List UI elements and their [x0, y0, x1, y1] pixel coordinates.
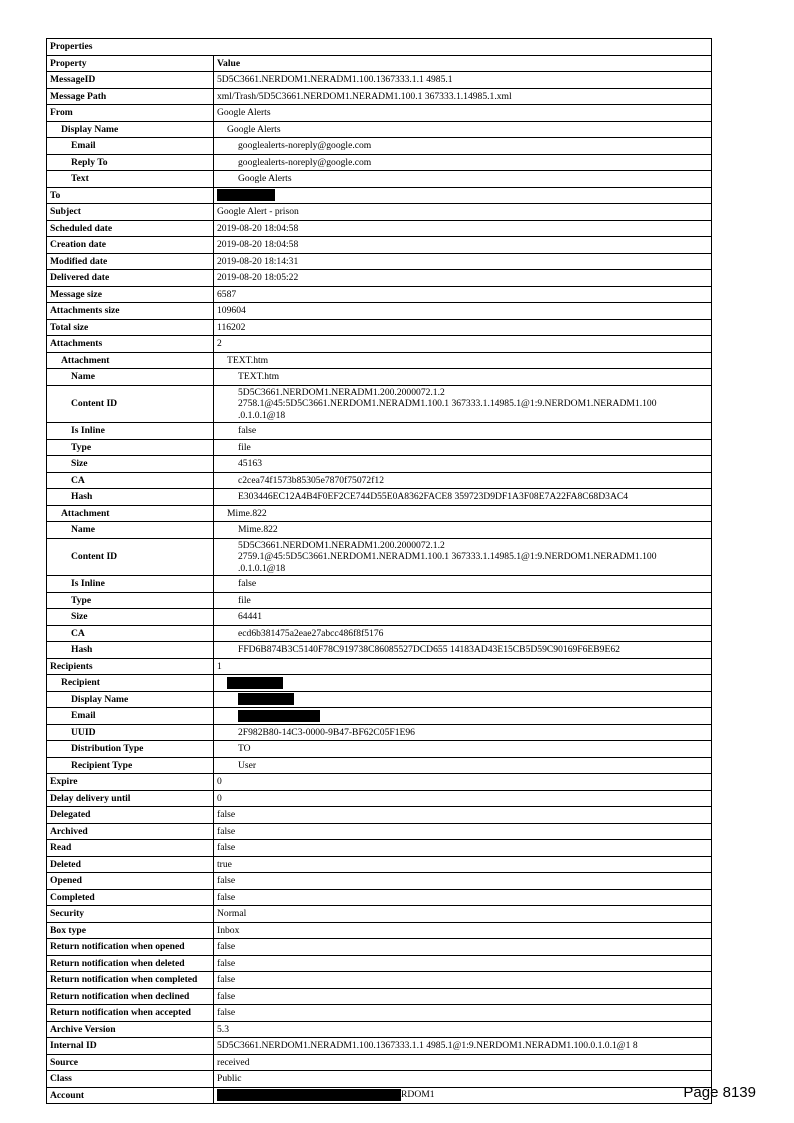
property-name: From — [47, 105, 214, 122]
table-row — [47, 625, 712, 642]
property-value — [214, 1021, 712, 1038]
header-property: Property — [47, 55, 214, 72]
table-row — [47, 286, 712, 303]
property-name: Is Inline — [47, 423, 214, 440]
property-name: Opened — [47, 873, 214, 890]
value-text: false — [217, 990, 236, 1002]
value-text: false — [217, 842, 236, 853]
property-value — [214, 840, 712, 857]
property-name: CA — [47, 625, 214, 642]
value-text: Inbox — [217, 924, 240, 936]
property-name: CA — [47, 472, 214, 489]
value-text: Google Alert - prison — [217, 206, 299, 217]
table-row — [47, 456, 712, 473]
table-row — [47, 856, 712, 873]
value-text: 1 — [217, 660, 222, 672]
value-text: 0 — [217, 776, 222, 787]
property-value — [214, 538, 712, 576]
table-row — [47, 823, 712, 840]
property-name: Return notification when declined — [47, 988, 214, 1005]
property-value — [214, 675, 712, 692]
property-value — [214, 823, 712, 840]
value-text: 6587 — [217, 288, 237, 300]
table-row — [47, 972, 712, 989]
property-value — [214, 741, 712, 758]
table-row — [47, 154, 712, 171]
table-row — [47, 1071, 712, 1088]
property-name: Hash — [47, 489, 214, 506]
property-name: Total size — [47, 319, 214, 336]
value-text: TEXT.htm — [227, 354, 269, 366]
property-value — [214, 889, 712, 906]
property-value — [214, 237, 712, 254]
property-value — [214, 807, 712, 824]
property-value — [214, 625, 712, 642]
property-name: Recipient Type — [47, 757, 214, 774]
redaction-bar — [217, 189, 275, 201]
table-row — [47, 757, 712, 774]
table-row — [47, 522, 712, 539]
table-row — [47, 423, 712, 440]
table-row — [47, 609, 712, 626]
property-value — [214, 939, 712, 956]
property-value — [214, 472, 712, 489]
property-value — [214, 1005, 712, 1022]
property-name: Box type — [47, 922, 214, 939]
property-value — [214, 286, 712, 303]
property-name: Is Inline — [47, 576, 214, 593]
table-row — [47, 576, 712, 593]
table-row — [47, 840, 712, 857]
table-row — [47, 1087, 712, 1104]
value-text: true — [217, 858, 232, 870]
value-text: 2019-08-20 18:05:22 — [217, 272, 299, 283]
value-text: Mime.822 — [238, 524, 278, 535]
property-value — [214, 658, 712, 675]
value-text: file — [238, 594, 251, 606]
value-line: 5D5C3661.NERDOM1.NERADM1.200.2000072.1.2 — [238, 386, 445, 398]
property-name: Internal ID — [47, 1038, 214, 1055]
property-value — [214, 138, 712, 155]
property-name: Read — [47, 840, 214, 857]
value-text: 2019-08-20 18:04:58 — [217, 239, 299, 250]
property-value — [214, 922, 712, 939]
property-value — [214, 856, 712, 873]
value-line: 2758.1@45:5D5C3661.NERDOM1.NERADM1.100.1 367333.1.14985.1@1:9.NERDOM1.NERADM1.100 — [238, 398, 657, 409]
property-name: Type — [47, 592, 214, 609]
value-text: false — [217, 891, 236, 903]
value-text: TO — [238, 743, 251, 754]
property-name: Attachment — [47, 505, 214, 522]
table-row — [47, 873, 712, 890]
table-row — [47, 774, 712, 791]
page-number: Page 8139 — [683, 1084, 756, 1101]
property-value — [214, 790, 712, 807]
property-value — [214, 385, 712, 423]
property-name: Email — [47, 708, 214, 725]
value-text: FFD6B874B3C5140F78C919738C86085527DCD655 14183AD43E15CB5D59C90169F6EB9E62 — [238, 644, 620, 655]
table-title-row — [47, 39, 712, 56]
property-name: Completed — [47, 889, 214, 906]
value-text: 109604 — [217, 305, 246, 316]
redaction-bar — [227, 677, 283, 689]
property-value — [214, 576, 712, 593]
header-value: Value — [214, 55, 712, 72]
value-text: xml/Trash/5D5C3661.NERDOM1.NERADM1.100.1 367333.1.14985.1.xml — [217, 90, 512, 102]
table-row — [47, 303, 712, 320]
property-name: Archive Version — [47, 1021, 214, 1038]
property-name: Name — [47, 522, 214, 539]
property-name: Hash — [47, 642, 214, 659]
value-text: false — [217, 875, 236, 886]
value-text: 2019-08-20 18:04:58 — [217, 222, 299, 234]
property-name: Name — [47, 369, 214, 386]
property-name: Delegated — [47, 807, 214, 824]
property-name: Recipient — [47, 675, 214, 692]
table-row — [47, 1038, 712, 1055]
table-row — [47, 105, 712, 122]
value-text: 0 — [217, 792, 222, 804]
property-name: Class — [47, 1071, 214, 1088]
property-name: Distribution Type — [47, 741, 214, 758]
property-value — [214, 906, 712, 923]
table-row — [47, 336, 712, 353]
property-value — [214, 88, 712, 105]
table-row — [47, 138, 712, 155]
property-value — [214, 972, 712, 989]
redaction-bar — [238, 693, 294, 705]
property-name: Security — [47, 906, 214, 923]
property-value — [214, 303, 712, 320]
table-row — [47, 807, 712, 824]
property-value — [214, 691, 712, 708]
table-row — [47, 642, 712, 659]
value-text: file — [238, 441, 251, 453]
property-value — [214, 72, 712, 89]
property-name: Attachments size — [47, 303, 214, 320]
value-text: Public — [217, 1073, 242, 1084]
property-value — [214, 988, 712, 1005]
property-value — [214, 522, 712, 539]
value-text: Normal — [217, 908, 247, 919]
table-row — [47, 88, 712, 105]
value-line: .0.1.0.1@18 — [238, 562, 286, 574]
value-line: 5D5C3661.NERDOM1.NERADM1.200.2000072.1.2 — [238, 539, 445, 551]
property-value — [214, 609, 712, 626]
property-value — [214, 319, 712, 336]
value-text: false — [217, 974, 236, 985]
value-text: false — [238, 425, 257, 436]
property-name: Email — [47, 138, 214, 155]
table-row — [47, 319, 712, 336]
value-text: 45163 — [238, 458, 262, 469]
value-text: false — [217, 809, 236, 820]
table-row — [47, 253, 712, 270]
property-name: Type — [47, 439, 214, 456]
property-value — [214, 955, 712, 972]
value-text: false — [217, 957, 236, 969]
property-name: Size — [47, 609, 214, 626]
property-name: Return notification when accepted — [47, 1005, 214, 1022]
property-name: Delivered date — [47, 270, 214, 287]
table-row — [47, 369, 712, 386]
table-header-row — [47, 55, 712, 72]
property-name: Modified date — [47, 253, 214, 270]
table-row — [47, 204, 712, 221]
table-row — [47, 439, 712, 456]
property-name: Delay delivery until — [47, 790, 214, 807]
table-row — [47, 489, 712, 506]
value-text: ecd6b381475a2eae27abcc486f8f5176 — [238, 627, 384, 639]
property-value — [214, 592, 712, 609]
table-row — [47, 72, 712, 89]
table-row — [47, 237, 712, 254]
value-text: false — [217, 941, 236, 952]
property-name: UUID — [47, 724, 214, 741]
property-value — [214, 369, 712, 386]
value-text: TEXT.htm — [238, 371, 280, 382]
property-name: Scheduled date — [47, 220, 214, 237]
property-value — [214, 505, 712, 522]
property-name: Size — [47, 456, 214, 473]
table-row — [47, 171, 712, 188]
property-value — [214, 456, 712, 473]
property-value — [214, 757, 712, 774]
property-name: Return notification when deleted — [47, 955, 214, 972]
table-row — [47, 955, 712, 972]
table-row — [47, 505, 712, 522]
table-row — [47, 472, 712, 489]
value-text: RDOM1 — [401, 1089, 435, 1101]
property-name: Text — [47, 171, 214, 188]
value-text: Google Alerts — [227, 123, 281, 135]
table-row — [47, 988, 712, 1005]
property-value — [214, 708, 712, 725]
table-row — [47, 939, 712, 956]
table-row — [47, 790, 712, 807]
property-name: Subject — [47, 204, 214, 221]
property-name: Creation date — [47, 237, 214, 254]
property-value — [214, 220, 712, 237]
property-value — [214, 154, 712, 171]
value-text: E303446EC12A4B4F0EF2CE744D55E0A8362FACE8 359723D9DF1A3F08E7A22FA8C68D3AC4 — [238, 491, 629, 502]
table-row — [47, 724, 712, 741]
value-text: googlealerts-noreply@google.com — [238, 156, 372, 168]
table-row — [47, 889, 712, 906]
property-value — [214, 253, 712, 270]
table-row — [47, 708, 712, 725]
property-name: Account — [47, 1087, 214, 1104]
value-text: Mime.822 — [227, 507, 267, 519]
property-name: Content ID — [47, 538, 214, 576]
property-name: Return notification when completed — [47, 972, 214, 989]
property-name: Expire — [47, 774, 214, 791]
table-row — [47, 691, 712, 708]
table-row — [47, 270, 712, 287]
value-text: received — [217, 1056, 250, 1068]
value-text: false — [217, 1007, 236, 1018]
table-row — [47, 922, 712, 939]
property-value — [214, 171, 712, 188]
property-name: Deleted — [47, 856, 214, 873]
value-text: 2 — [217, 338, 222, 349]
value-text: Google Alerts — [217, 107, 271, 118]
table-row — [47, 121, 712, 138]
property-value — [214, 423, 712, 440]
table-row — [47, 385, 712, 423]
property-value — [214, 724, 712, 741]
property-value — [214, 336, 712, 353]
table-row — [47, 741, 712, 758]
table-title: Properties — [47, 39, 712, 56]
property-value — [214, 270, 712, 287]
property-name: To — [47, 187, 214, 204]
property-value — [214, 187, 712, 204]
table-row — [47, 220, 712, 237]
table-row — [47, 352, 712, 369]
property-value — [214, 1054, 712, 1071]
property-name: Display Name — [47, 121, 214, 138]
property-value — [214, 121, 712, 138]
property-value — [214, 642, 712, 659]
property-name: Attachment — [47, 352, 214, 369]
table-row — [47, 592, 712, 609]
value-text: 116202 — [217, 321, 246, 333]
value-text: 2F982B80-14C3-0000-9B47-BF62C05F1E96 — [238, 726, 415, 738]
value-text: 2019-08-20 18:14:31 — [217, 255, 299, 267]
value-text: 5.3 — [217, 1023, 229, 1035]
property-name: Source — [47, 1054, 214, 1071]
property-name: Archived — [47, 823, 214, 840]
value-line: .0.1.0.1@18 — [238, 409, 286, 421]
redaction-bar — [238, 710, 320, 722]
value-text: 5D5C3661.NERDOM1.NERADM1.100.1367333.1.1 4985.1@1:9.NERDOM1.NERADM1.100.0.1.0.1@1 8 — [217, 1040, 638, 1051]
property-value — [214, 489, 712, 506]
value-text: 64441 — [238, 611, 262, 622]
table-row — [47, 1054, 712, 1071]
property-value — [214, 1038, 712, 1055]
property-name: Display Name — [47, 691, 214, 708]
property-value — [214, 774, 712, 791]
property-name: Attachments — [47, 336, 214, 353]
value-text: User — [238, 759, 257, 771]
value-text: false — [238, 578, 257, 589]
property-value — [214, 1087, 712, 1104]
property-value — [214, 873, 712, 890]
property-name: MessageID — [47, 72, 214, 89]
redaction-bar — [217, 1089, 401, 1101]
value-text: c2cea74f1573b85305e7870f75072f12 — [238, 474, 385, 486]
table-row — [47, 906, 712, 923]
value-line: 2759.1@45:5D5C3661.NERDOM1.NERADM1.100.1 367333.1.14985.1@1:9.NERDOM1.NERADM1.100 — [238, 551, 657, 562]
table-row — [47, 1021, 712, 1038]
table-row — [47, 1005, 712, 1022]
property-value — [214, 204, 712, 221]
value-text: googlealerts-noreply@google.com — [238, 140, 372, 151]
property-value — [214, 439, 712, 456]
table-row — [47, 658, 712, 675]
value-text: Google Alerts — [238, 173, 292, 184]
table-row — [47, 538, 712, 576]
property-name: Return notification when opened — [47, 939, 214, 956]
table-row — [47, 187, 712, 204]
table-row — [47, 675, 712, 692]
value-text: false — [217, 825, 236, 837]
properties-table — [46, 38, 712, 1104]
property-value — [214, 1071, 712, 1088]
property-name: Message Path — [47, 88, 214, 105]
property-name: Reply To — [47, 154, 214, 171]
property-name: Content ID — [47, 385, 214, 423]
value-text: 5D5C3661.NERDOM1.NERADM1.100.1367333.1.1 4985.1 — [217, 74, 453, 85]
property-name: Message size — [47, 286, 214, 303]
property-value — [214, 105, 712, 122]
property-value — [214, 352, 712, 369]
property-name: Recipients — [47, 658, 214, 675]
